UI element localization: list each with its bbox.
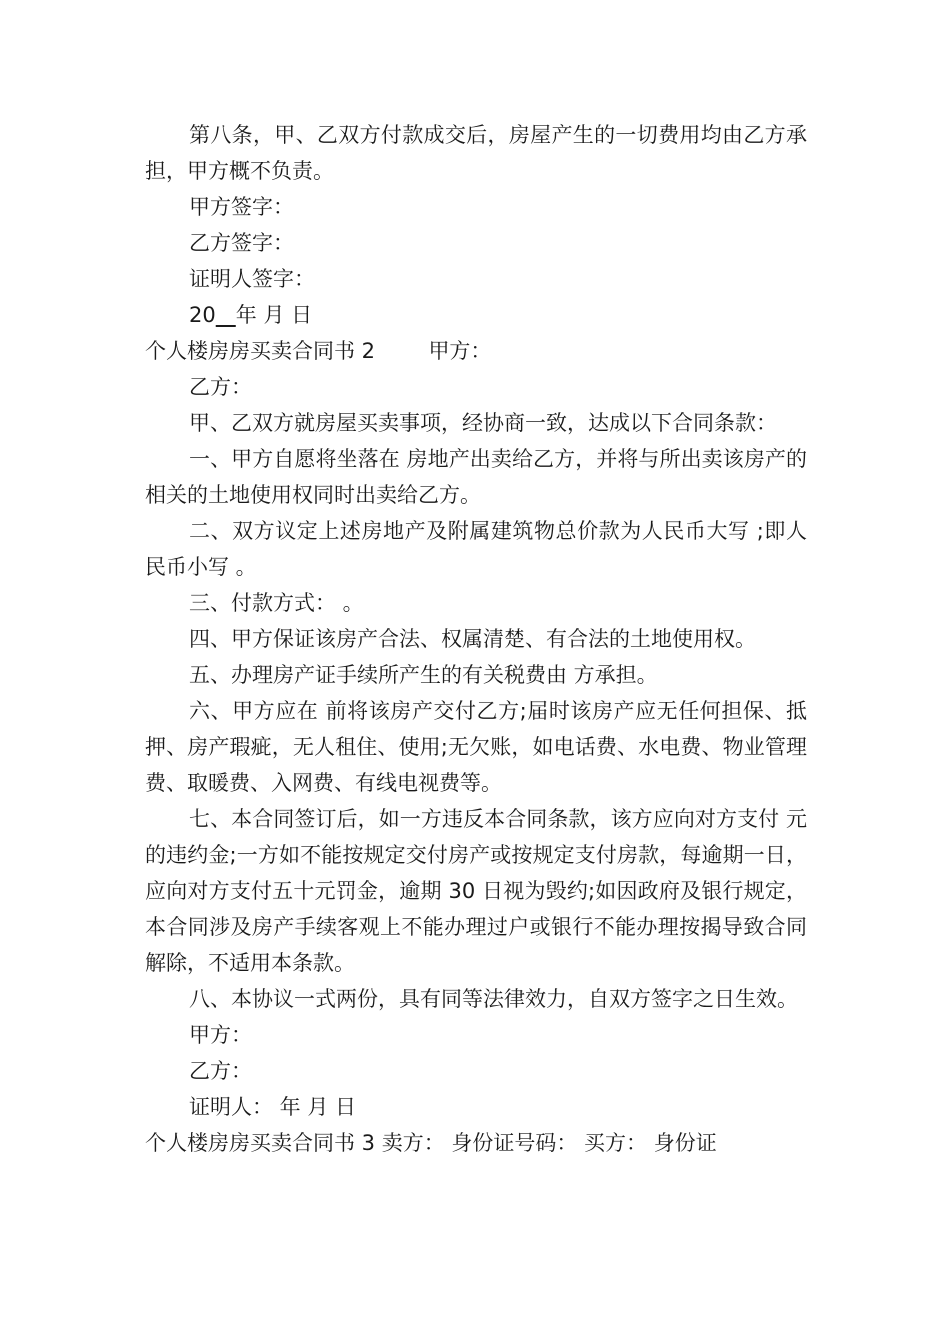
date-line	[145, 297, 807, 333]
clause-3-paragraph: 三、付款方式： 。	[189, 591, 364, 615]
party-a-signature-line: 甲方签字：	[189, 195, 294, 219]
party-b-line-2: 乙方：	[189, 1059, 252, 1083]
preamble-paragraph: 甲、乙双方就房屋买卖事项，经协商一致，达成以下合同条款：	[189, 411, 777, 435]
clause-8b-paragraph: 八、本协议一式两份，具有同等法律效力，自双方签字之日生效。	[189, 987, 798, 1011]
contract-2-heading: 个人楼房房买卖合同书 2 甲方：	[145, 339, 492, 363]
clause-5-paragraph: 五、办理房产证手续所产生的有关税费由 方承担。	[189, 663, 658, 687]
witness-signature-line: 证明人签字：	[189, 267, 315, 291]
party-b-line: 乙方：	[189, 375, 252, 399]
party-a-line: 甲方：	[189, 1023, 252, 1047]
party-b-signature-line: 乙方签字：	[189, 231, 294, 255]
clause-4-paragraph: 四、甲方保证该房产合法、权属清楚、有合法的土地使用权。	[189, 627, 756, 651]
clause-6-paragraph: 六、甲方应在 前将该房产交付乙方;届时该房产应无任何担保、抵押、房产瑕疵，无人租住、使用;无欠账，如电话费、水电费、物业管理费、取暖费、入网费、有线电视费等。	[145, 699, 807, 795]
date-remainder: 年 月 日	[235, 303, 313, 327]
clause-7-paragraph: 七、本合同签订后，如一方违反本合同条款，该方应向对方支付 元的违约金;一方如不能按规定交付房产或按规定支付房款，每逾期一日，应向对方支付五十元罚金，逾期 30 日视为毁约;如因政府及银行规定，本合同涉及房产手续客观上不能办理过户或银行不能办理按揭导致合同解除，不适用本条款。	[145, 807, 807, 975]
clause-8-paragraph: 第八条，甲、乙双方付款成交后，房屋产生的一切费用均由乙方承担，甲方概不负责。	[145, 123, 807, 183]
contract-3-heading: 个人楼房房买卖合同书 3 卖方： 身份证号码： 买方： 身份证	[145, 1131, 717, 1155]
date-year-prefix: 20	[189, 303, 216, 327]
document-page	[145, 117, 807, 1161]
clause-1-paragraph: 一、甲方自愿将坐落在 房地产出卖给乙方，并将与所出卖该房产的相关的土地使用权同时出卖给乙方。	[145, 447, 807, 507]
witness-date-line: 证明人： 年 月 日	[189, 1095, 357, 1119]
date-year-blank	[216, 303, 236, 327]
clause-2-paragraph: 二、双方议定上述房地产及附属建筑物总价款为人民币大写 ;即人民币小写 。	[145, 519, 807, 579]
